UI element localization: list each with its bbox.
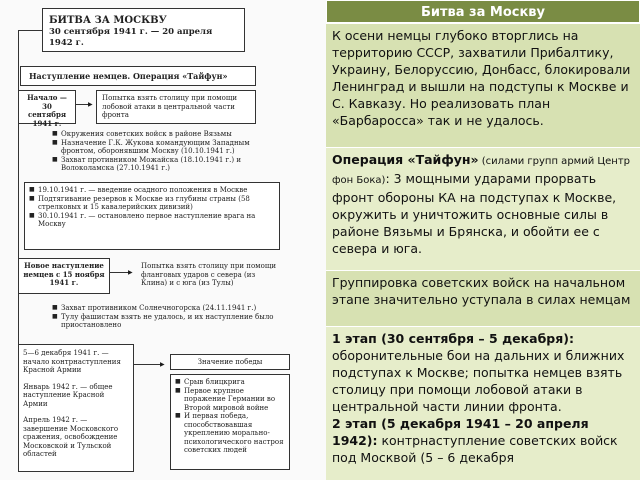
stage2-title: 2 этап (5 декабря 1941 – 20 апреля 1942): [332, 416, 589, 448]
typhoon-forces: (силами групп армий Центр фон Бока) [332, 156, 631, 186]
event-item: ■ Захват противником Солнечногорска (24.11.1941 г.) [52, 304, 280, 313]
events-list-1 [48, 128, 280, 174]
offensive-header: Наступление немцев. Операция «Тайфун» [29, 71, 228, 81]
stages-cell [326, 326, 640, 480]
event-item: ■ Тулу фашистам взять не удалось, и их наступление было приостановлено [52, 313, 280, 330]
scheme-dates: 30 сентября 1941 г. — 20 апреля 1942 г. [49, 27, 213, 48]
stage1-text: оборонительные бои на дальних и ближних подступах к Москве; попытка немцев взять столицу при помощи лобовой атаки в центральной части линии фронта. [332, 348, 625, 414]
grouping-text: Группировка советских войск на начальном этапе значительно уступала в силах немцам [332, 275, 631, 307]
arrow-right-icon: ▶ [160, 361, 165, 368]
new-offensive-box [18, 258, 110, 294]
scheme-title-box [42, 8, 245, 52]
significance-item: ■ Срыв блицкрига [175, 378, 285, 387]
attempt-text: Попытка взять столицу при помощи лобовой атаки в центральной части фронта [102, 94, 237, 119]
intro-cell [326, 23, 640, 147]
april-text: Апрель 1942 г. — завершение Московского сражения, освобождение Московской и Тульской областей [23, 416, 119, 458]
event-item: ■ 30.10.1941 г. — остановлено первое наступление врага на Москву [29, 212, 275, 229]
significance-box [170, 374, 290, 470]
event-item: ■ Захват противником Можайска (18.10.1941 г.) и Волоколамска (27.10.1941 г.) [52, 156, 276, 173]
january-text: Январь 1942 г. — общее наступление Красной Армии [23, 382, 113, 408]
start-box [18, 90, 76, 128]
arrow-line [110, 272, 130, 273]
arrow-right-icon: ▶ [128, 269, 133, 276]
typhoon-cell [326, 147, 640, 270]
significance-item: ■ И первая победа, способствовавшая укреплению морально-психологического настроя советских людей [175, 412, 285, 455]
significance-item: ■ Первое крупное поражение Германии во Второй мировой войне [175, 387, 285, 413]
event-item: ■ Подтягивание резервов к Москве из глубины страны (58 стрелковых и 15 кавалерийских дивизий) [29, 195, 275, 212]
new-attempt-box [136, 260, 286, 290]
grouping-cell [326, 270, 640, 326]
significance-header: Значение победы [197, 358, 263, 366]
typhoon-title: Операция «Тайфун» [332, 152, 479, 167]
counter-text: 5—6 декабря 1941 г. — начало контрнаступления Красной Армии [23, 349, 121, 374]
event-item: ■ Окружения советских войск в районе Вязьмы [52, 130, 276, 139]
arrow-right-icon: ▶ [88, 101, 93, 108]
intro-text: К осени немцы глубоко вторглись на территорию СССР, захватили Прибалтику, Украину, Белоруссию, Донбасс, блокировали Ленинград и вышли на подступы к Москве и С. Кавказу. Но реализовать план «Барбаросса» так и не удалось. [332, 28, 631, 128]
offensive-header-box [20, 66, 256, 86]
events-list-3 [48, 302, 284, 332]
scheme-connector-line [18, 30, 42, 31]
events-box-2 [24, 182, 280, 250]
typhoon-text: : 3 мощными ударами прорвать фронт обороны КА на подступах к Москве, окружить и уничтожить основные силы в районе Вязьмы и Брянска, и обойти ее с севера и юга. [332, 171, 617, 256]
new-offensive-label: Новое наступление немцев с 15 ноября 1941 г. [23, 261, 105, 287]
start-label: Начало — 30 сентября 1941 г. [27, 93, 67, 128]
significance-header-box [170, 354, 290, 370]
new-attempt-text: Попытка взять столицу при помощи фланговых ударов с севера (из Клина) и с юга (из Тулы) [141, 262, 276, 287]
arrow-line [134, 364, 162, 365]
summary-table-panel [326, 0, 640, 480]
stage2-text: контрнаступление советских войск под Москвой (5 – 6 декабря [332, 433, 618, 465]
event-item: ■ Назначение Г.К. Жукова командующим Западным фронтом, оборонявшим Москву (10.10.1941 г.) [52, 139, 276, 156]
event-item: ■ 19.10.1941 г. — введение осадного положения в Москве [29, 186, 275, 195]
scheme-title: БИТВА ЗА МОСКВУ [49, 15, 167, 26]
stage1-title: 1 этап (30 сентября – 5 декабря): [332, 331, 574, 346]
panel-header: Битва за Москву [326, 0, 640, 23]
attempt-box [96, 90, 256, 124]
counteroffensive-box [18, 344, 134, 472]
